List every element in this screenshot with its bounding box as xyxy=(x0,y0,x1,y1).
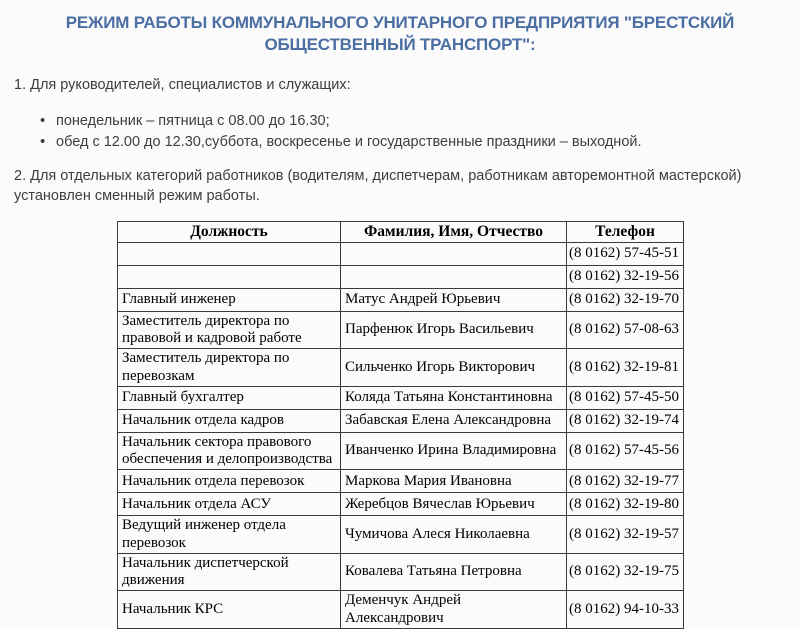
phone-cell: (8 0162) 32-19-57 xyxy=(567,516,684,554)
phone-cell: (8 0162) 57-08-63 xyxy=(567,311,684,349)
position-cell: Ведущий инженер отдела перевозок xyxy=(118,516,341,554)
position-cell: Главный бухгалтер xyxy=(118,386,341,409)
table-row xyxy=(118,409,684,432)
paragraph-shift-workers: 2. Для отдельных категорий работников (водителям, диспетчерам, работникам авторемонтной мастерской) установлен сменный режим работы. xyxy=(14,167,742,205)
table-row xyxy=(118,288,684,311)
position-cell: Начальник отдела перевозок xyxy=(118,470,341,493)
table-row xyxy=(118,432,684,470)
name-cell: Маркова Мария Ивановна xyxy=(341,470,567,493)
column-header-full-name: Фамилия, Имя, Отчество xyxy=(341,221,567,242)
position-cell: Заместитель директора по перевозкам xyxy=(118,349,341,387)
list-item-lunch-weekend: • обед с 12.00 до 12.30,суббота, воскресенье и государственные праздники – выходной. xyxy=(40,132,786,153)
name-cell: Матус Андрей Юрьевич xyxy=(341,288,567,311)
name-cell: Жеребцов Вячеслав Юрьевич xyxy=(341,493,567,516)
column-header-phone: Телефон xyxy=(567,221,684,242)
name-cell: Ковалева Татьяна Петровна xyxy=(341,553,567,591)
phone-cell: (8 0162) 94-10-33 xyxy=(567,591,684,629)
phone-cell: (8 0162) 32-19-70 xyxy=(567,288,684,311)
position-cell xyxy=(118,242,341,265)
page xyxy=(0,12,800,626)
name-cell: Чумичова Алеся Николаевна xyxy=(341,516,567,554)
schedule-list xyxy=(14,111,786,153)
phone-cell: (8 0162) 57-45-56 xyxy=(567,432,684,470)
table-row xyxy=(118,242,684,265)
name-cell xyxy=(341,242,567,265)
position-cell: Начальник КРС xyxy=(118,591,341,629)
page-title-line-1: РЕЖИМ РАБОТЫ КОММУНАЛЬНОГО УНИТАРНОГО ПРЕДПРИЯТИЯ "БРЕСТСКИЙ xyxy=(65,13,735,32)
position-cell: Главный инженер xyxy=(118,288,341,311)
contacts-table-body xyxy=(118,242,684,628)
column-header-position: Должность xyxy=(118,221,341,242)
name-cell: Забавская Елена Александровна xyxy=(341,409,567,432)
name-cell: Сильченко Игорь Викторович xyxy=(341,349,567,387)
header-row xyxy=(118,221,684,242)
position-cell: Заместитель директора по правовой и кадровой работе xyxy=(118,311,341,349)
table-row xyxy=(118,349,684,387)
paragraph-office-staff: 1. Для руководителей, специалистов и служащих: xyxy=(14,77,351,94)
page-title xyxy=(30,12,770,56)
name-cell: Коляда Татьяна Константиновна xyxy=(341,386,567,409)
page-title-line-2: ОБЩЕСТВЕННЫЙ ТРАНСПОРТ": xyxy=(264,35,536,55)
phone-cell: (8 0162) 32-19-80 xyxy=(567,493,684,516)
table-row xyxy=(118,386,684,409)
position-cell: Начальник диспетчерской движения xyxy=(118,553,341,591)
contacts-table xyxy=(117,221,684,629)
table-row xyxy=(118,553,684,591)
table-row xyxy=(118,493,684,516)
position-cell: Начальник отдела кадров xyxy=(118,409,341,432)
table-row xyxy=(118,265,684,288)
name-cell xyxy=(341,265,567,288)
position-cell: Начальник сектора правового обеспечения и делопроизводства xyxy=(118,432,341,470)
name-cell: Парфенюк Игорь Васильевич xyxy=(341,311,567,349)
name-cell: Деменчук Андрей Александрович xyxy=(341,591,567,629)
position-cell: Начальник отдела АСУ xyxy=(118,493,341,516)
table-row xyxy=(118,311,684,349)
table-row xyxy=(118,470,684,493)
phone-cell: (8 0162) 32-19-81 xyxy=(567,349,684,387)
name-cell: Иванченко Ирина Владимировна xyxy=(341,432,567,470)
phone-cell: (8 0162) 32-19-75 xyxy=(567,553,684,591)
phone-cell: (8 0162) 57-45-50 xyxy=(567,386,684,409)
phone-cell: (8 0162) 57-45-51 xyxy=(567,242,684,265)
phone-cell: (8 0162) 32-19-56 xyxy=(567,265,684,288)
position-cell xyxy=(118,265,341,288)
contacts-table-header xyxy=(118,221,684,242)
phone-cell: (8 0162) 32-19-77 xyxy=(567,470,684,493)
list-item-weekday-hours: • понедельник – пятница с 08.00 до 16.30; xyxy=(40,111,786,132)
table-row xyxy=(118,516,684,554)
phone-cell: (8 0162) 32-19-74 xyxy=(567,409,684,432)
table-row xyxy=(118,591,684,629)
